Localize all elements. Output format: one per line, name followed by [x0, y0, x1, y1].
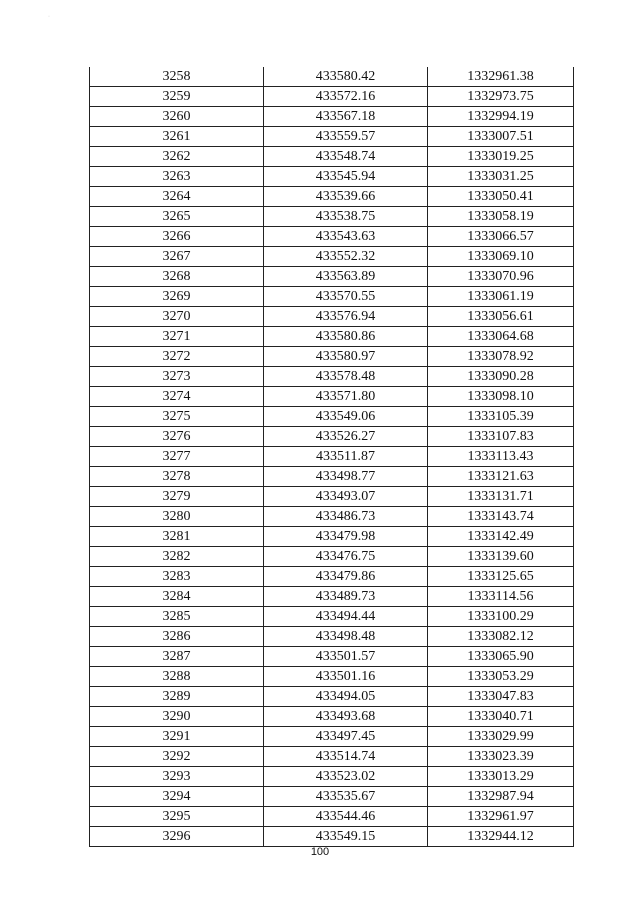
x-coordinate-cell: 433494.05: [264, 687, 428, 707]
point-number-cell: 3272: [90, 347, 264, 367]
table-row: [90, 467, 574, 487]
point-number-cell: 3270: [90, 307, 264, 327]
y-coordinate-cell: 1333031.25: [428, 167, 574, 187]
x-coordinate-cell: 433498.77: [264, 467, 428, 487]
y-coordinate-cell: 1333061.19: [428, 287, 574, 307]
point-number-cell: 3286: [90, 627, 264, 647]
table-row: [90, 247, 574, 267]
y-coordinate-cell: 1333105.39: [428, 407, 574, 427]
point-number-cell: 3273: [90, 367, 264, 387]
point-number-cell: 3291: [90, 727, 264, 747]
table-row: [90, 527, 574, 547]
y-coordinate-cell: 1332987.94: [428, 787, 574, 807]
point-number-cell: 3275: [90, 407, 264, 427]
corner-mark: ·: [48, 14, 50, 20]
point-number-cell: 3284: [90, 587, 264, 607]
x-coordinate-cell: 433567.18: [264, 107, 428, 127]
point-number-cell: 3265: [90, 207, 264, 227]
point-number-cell: 3276: [90, 427, 264, 447]
table-row: [90, 287, 574, 307]
table-row: [90, 327, 574, 347]
point-number-cell: 3293: [90, 767, 264, 787]
x-coordinate-cell: 433514.74: [264, 747, 428, 767]
point-number-cell: 3274: [90, 387, 264, 407]
x-coordinate-cell: 433526.27: [264, 427, 428, 447]
x-coordinate-cell: 433501.16: [264, 667, 428, 687]
table-row: [90, 567, 574, 587]
x-coordinate-cell: 433552.32: [264, 247, 428, 267]
table-row: [90, 207, 574, 227]
x-coordinate-cell: 433501.57: [264, 647, 428, 667]
page-number: 100: [310, 846, 330, 858]
point-number-cell: 3269: [90, 287, 264, 307]
y-coordinate-cell: 1332961.38: [428, 67, 574, 87]
x-coordinate-cell: 433511.87: [264, 447, 428, 467]
table-body: [90, 67, 574, 847]
x-coordinate-cell: 433570.55: [264, 287, 428, 307]
table-row: [90, 307, 574, 327]
point-number-cell: 3287: [90, 647, 264, 667]
y-coordinate-cell: 1333013.29: [428, 767, 574, 787]
y-coordinate-cell: 1333069.10: [428, 247, 574, 267]
table-row: [90, 667, 574, 687]
point-number-cell: 3278: [90, 467, 264, 487]
table-row: [90, 767, 574, 787]
table-row: [90, 787, 574, 807]
table-row: [90, 187, 574, 207]
table-row: [90, 507, 574, 527]
y-coordinate-cell: 1333066.57: [428, 227, 574, 247]
x-coordinate-cell: 433535.67: [264, 787, 428, 807]
point-number-cell: 3285: [90, 607, 264, 627]
table-row: [90, 747, 574, 767]
point-number-cell: 3279: [90, 487, 264, 507]
point-number-cell: 3267: [90, 247, 264, 267]
point-number-cell: 3277: [90, 447, 264, 467]
point-number-cell: 3282: [90, 547, 264, 567]
table-row: [90, 127, 574, 147]
y-coordinate-cell: 1333064.68: [428, 327, 574, 347]
point-number-cell: 3258: [90, 67, 264, 87]
y-coordinate-cell: 1333050.41: [428, 187, 574, 207]
x-coordinate-cell: 433548.74: [264, 147, 428, 167]
point-number-cell: 3295: [90, 807, 264, 827]
point-number-cell: 3283: [90, 567, 264, 587]
point-number-cell: 3264: [90, 187, 264, 207]
table-row: [90, 67, 574, 87]
y-coordinate-cell: 1333058.19: [428, 207, 574, 227]
table-row: [90, 427, 574, 447]
y-coordinate-cell: 1333143.74: [428, 507, 574, 527]
y-coordinate-cell: 1333125.65: [428, 567, 574, 587]
point-number-cell: 3280: [90, 507, 264, 527]
y-coordinate-cell: 1333139.60: [428, 547, 574, 567]
point-number-cell: 3263: [90, 167, 264, 187]
table-row: [90, 87, 574, 107]
point-number-cell: 3288: [90, 667, 264, 687]
table-row: [90, 547, 574, 567]
point-number-cell: 3271: [90, 327, 264, 347]
y-coordinate-cell: 1333121.63: [428, 467, 574, 487]
y-coordinate-cell: 1333070.96: [428, 267, 574, 287]
point-number-cell: 3289: [90, 687, 264, 707]
table-row: [90, 107, 574, 127]
table-row: [90, 647, 574, 667]
point-number-cell: 3262: [90, 147, 264, 167]
table-row: [90, 827, 574, 847]
y-coordinate-cell: 1333023.39: [428, 747, 574, 767]
x-coordinate-cell: 433538.75: [264, 207, 428, 227]
y-coordinate-cell: 1333078.92: [428, 347, 574, 367]
table-row: [90, 387, 574, 407]
x-coordinate-cell: 433580.86: [264, 327, 428, 347]
point-number-cell: 3294: [90, 787, 264, 807]
y-coordinate-cell: 1332973.75: [428, 87, 574, 107]
y-coordinate-cell: 1333090.28: [428, 367, 574, 387]
y-coordinate-cell: 1333100.29: [428, 607, 574, 627]
table-row: [90, 607, 574, 627]
x-coordinate-cell: 433493.07: [264, 487, 428, 507]
y-coordinate-cell: 1332961.97: [428, 807, 574, 827]
y-coordinate-cell: 1333107.83: [428, 427, 574, 447]
table-row: [90, 367, 574, 387]
x-coordinate-cell: 433493.68: [264, 707, 428, 727]
y-coordinate-cell: 1333053.29: [428, 667, 574, 687]
x-coordinate-cell: 433479.98: [264, 527, 428, 547]
x-coordinate-cell: 433544.46: [264, 807, 428, 827]
x-coordinate-cell: 433549.15: [264, 827, 428, 847]
y-coordinate-cell: 1333065.90: [428, 647, 574, 667]
point-number-cell: 3292: [90, 747, 264, 767]
table-row: [90, 407, 574, 427]
table-row: [90, 587, 574, 607]
table-row: [90, 347, 574, 367]
x-coordinate-cell: 433578.48: [264, 367, 428, 387]
x-coordinate-cell: 433497.45: [264, 727, 428, 747]
y-coordinate-cell: 1332944.12: [428, 827, 574, 847]
x-coordinate-cell: 433486.73: [264, 507, 428, 527]
y-coordinate-cell: 1333098.10: [428, 387, 574, 407]
y-coordinate-cell: 1333056.61: [428, 307, 574, 327]
point-number-cell: 3259: [90, 87, 264, 107]
y-coordinate-cell: 1333082.12: [428, 627, 574, 647]
point-number-cell: 3268: [90, 267, 264, 287]
point-number-cell: 3296: [90, 827, 264, 847]
point-number-cell: 3260: [90, 107, 264, 127]
point-number-cell: 3266: [90, 227, 264, 247]
table-row: [90, 627, 574, 647]
x-coordinate-cell: 433576.94: [264, 307, 428, 327]
x-coordinate-cell: 433571.80: [264, 387, 428, 407]
y-coordinate-cell: 1333040.71: [428, 707, 574, 727]
table-row: [90, 227, 574, 247]
point-number-cell: 3290: [90, 707, 264, 727]
x-coordinate-cell: 433580.97: [264, 347, 428, 367]
table-row: [90, 687, 574, 707]
y-coordinate-cell: 1333019.25: [428, 147, 574, 167]
x-coordinate-cell: 433559.57: [264, 127, 428, 147]
x-coordinate-cell: 433549.06: [264, 407, 428, 427]
y-coordinate-cell: 1333029.99: [428, 727, 574, 747]
y-coordinate-cell: 1333114.56: [428, 587, 574, 607]
x-coordinate-cell: 433476.75: [264, 547, 428, 567]
point-number-cell: 3281: [90, 527, 264, 547]
x-coordinate-cell: 433543.63: [264, 227, 428, 247]
point-number-cell: 3261: [90, 127, 264, 147]
y-coordinate-cell: 1333007.51: [428, 127, 574, 147]
x-coordinate-cell: 433545.94: [264, 167, 428, 187]
table-row: [90, 267, 574, 287]
table-row: [90, 707, 574, 727]
y-coordinate-cell: 1333113.43: [428, 447, 574, 467]
x-coordinate-cell: 433523.02: [264, 767, 428, 787]
table-row: [90, 807, 574, 827]
coordinate-table: [89, 67, 574, 847]
table-row: [90, 167, 574, 187]
x-coordinate-cell: 433572.16: [264, 87, 428, 107]
y-coordinate-cell: 1333142.49: [428, 527, 574, 547]
x-coordinate-cell: 433580.42: [264, 67, 428, 87]
table-row: [90, 487, 574, 507]
y-coordinate-cell: 1333131.71: [428, 487, 574, 507]
x-coordinate-cell: 433479.86: [264, 567, 428, 587]
y-coordinate-cell: 1332994.19: [428, 107, 574, 127]
x-coordinate-cell: 433563.89: [264, 267, 428, 287]
y-coordinate-cell: 1333047.83: [428, 687, 574, 707]
table-row: [90, 147, 574, 167]
x-coordinate-cell: 433489.73: [264, 587, 428, 607]
table-row: [90, 727, 574, 747]
x-coordinate-cell: 433498.48: [264, 627, 428, 647]
x-coordinate-cell: 433539.66: [264, 187, 428, 207]
table-row: [90, 447, 574, 467]
x-coordinate-cell: 433494.44: [264, 607, 428, 627]
